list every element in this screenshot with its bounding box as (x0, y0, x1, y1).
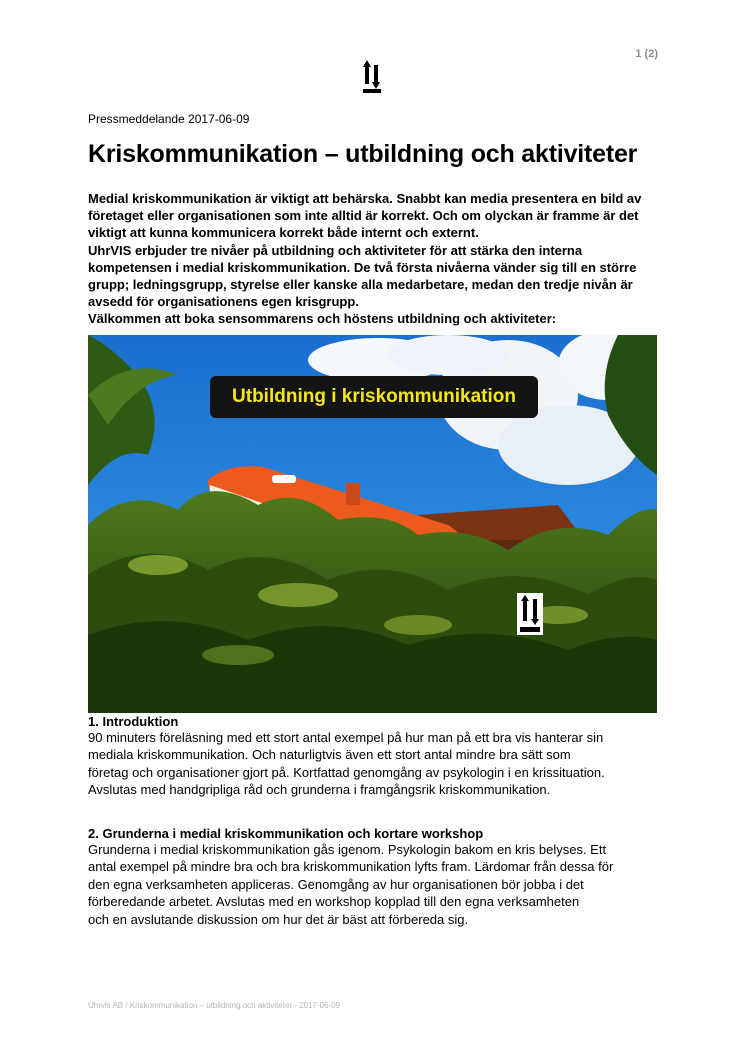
page-number: 1 (2) (635, 48, 658, 60)
intro-line: Medial kriskommunikation är viktigt att behärska. Snabbt kan media presentera en bild av (88, 191, 642, 206)
intro-line: kompetensen i medial kriskommunikation. De två första nivåerna vänder sig till en större (88, 259, 637, 275)
hero-uhrvis-logo (517, 593, 543, 635)
section-line: förberedande arbetet. Avslutas med en workshop kopplad till den egna verksamheten (88, 894, 580, 910)
section-line: företag och organisationer gjort på. Kortfattad genomgång av psykologin i en krissituation. (88, 764, 605, 780)
uhrvis-logo (362, 60, 382, 94)
section-fundamentals (88, 826, 663, 928)
intro-line: Välkommen att boka sensommarens och höstens utbildning och aktiviteter: (88, 311, 557, 327)
section-heading: 2. Grunderna i medial kriskommunikation och kortare workshop (88, 826, 484, 841)
page-footer: Uhrvis AB / Kriskommunikation – utbildning och aktiviteter - 2017-06-09 (88, 1001, 341, 1010)
intro-text (88, 190, 658, 328)
intro-line: viktigt att kunna kommunicera korrekt både internt och externt. (88, 225, 479, 241)
section-line: Avslutas med handgripliga råd och grunderna i framgångsrik kriskommunikation. (88, 782, 551, 798)
section-line: 90 minuters föreläsning med ett stort antal exempel på hur man på ett bra vis hanterar sin (88, 730, 604, 745)
section-line: den egna verksamheten appliceras. Genomgång av hur organisationen bör jobba i det (88, 876, 584, 892)
dateline: Pressmeddelande 2017-06-09 (88, 112, 250, 126)
intro-line: UhrVIS erbjuder tre nivåer på utbildning och aktiviteter för att stärka den interna (88, 242, 583, 258)
section-line: mediala kriskommunikation. Och naturligtvis även ett stort antal mindre bra sätt som (88, 747, 571, 763)
intro-line: grupp; ledningsgrupp, styrelse eller kanske alla medarbetare, medan den tredje nivån är (88, 277, 633, 293)
section-line: Grunderna i medial kriskommunikation gås igenom. Psykologin bakom en kris belyses. Ett (88, 842, 607, 857)
section-heading: 1. Introduktion (88, 714, 179, 729)
section-line: antal exempel på mindre bra och bra kriskommunikation lyfts fram. Lärdomar från dessa för (88, 859, 614, 875)
hero-banner: Utbildning i kriskommunikation (210, 376, 538, 418)
section-introduction (88, 714, 663, 799)
intro-line: avsedd för organisationens egen krisgrupp. (88, 294, 359, 310)
page-title: Kriskommunikation – utbildning och aktiviteter (88, 140, 638, 168)
hero-image (88, 335, 657, 713)
section-line: och en avslutande diskussion om hur det är bäst att förbereda sig. (88, 911, 469, 927)
intro-line: företaget eller organisationen som inte alltid är korrekt. Och om olyckan är framme är det (88, 208, 639, 224)
